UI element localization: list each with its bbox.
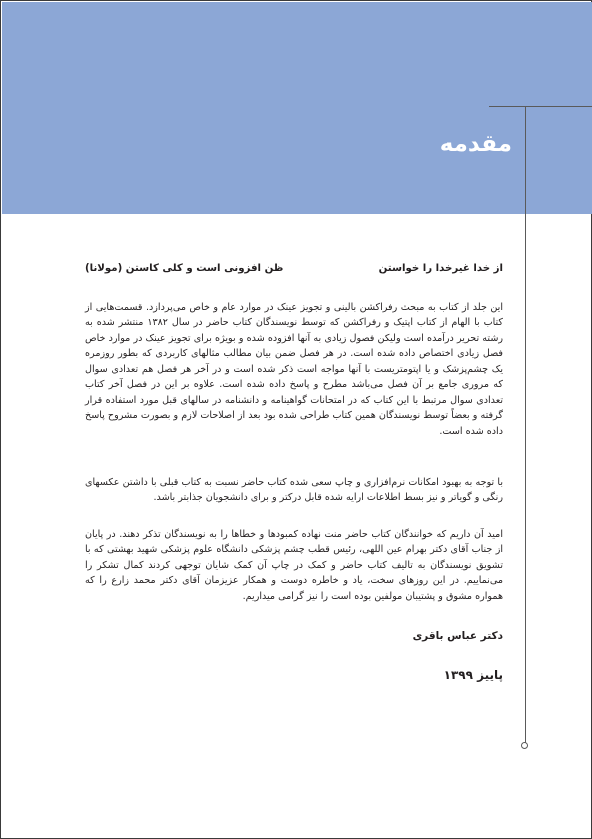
epigraph-second-hemistich: ظن افزونی است و کلی کاستن (مولانا) — [85, 263, 284, 274]
paragraph-2: با توجه به بهبود امکانات نرم‌افزاری و چاپ سعی شده کتاب حاضر نسبت به کتاب قبلی با داشتن عکسهای رنگی و گویاتر و نیز بسط اطلاعات ارایه شده قابل درکتر و برای دانشجویان جذابتر باشد. — [85, 476, 503, 503]
paragraph-1: این جلد از کتاب به مبحث رفراکشن بالینی و تجویز عینک در موارد عام و خاص می‌پردازد. قسمت‌هایی از کتاب با الهام از کتاب اپتیک و رفراکشن که توسط نویسندگان کتاب حاضر در سال ۱۳۸۲ منتشر شده به رشته تحریر درآمده است ولیکن فصول زیادی به آنها افزوده شده و بویژه برای تجویز عینک در موارد خاص فصل زیادی اختصاص داده شده است. در هر فصل ضمن بیان مطالب مثالهای کاربردی که بطور روزمره یک چشم‌پزشک و یا اپتومتریست با آنها مواجه است ذکر شده است و در آخر هر فصل هم تعدادی سوال که مروری جامع بر آن فصل می‌باشد مطرح و پاسخ داده شده است. علاوه بر این در فصل آخر کتاب تعدادی سوال مرتبط با این کتاب که در امتحانات گواهینامه و دانشنامه در سالهای قبل مورد استفاده قرار گرفته و بعضاً توسط نویسندگان همین کتاب طراحی شده بود بعد از اصلاحات لازم و بصورت مشروح پاسخ داده شده است. — [85, 301, 503, 437]
paragraph-3: امید آن داریم که خوانندگان کتاب حاضر منت نهاده کمبودها و خطاها را به نویسندگان تذکر دهند. در پایان از جناب آقای دکتر بهرام عین اللهی، رئیس قطب چشم پزشکی دانشگاه علوم پزشکی شهید بهشتی که با تشویق نویسندگان به تالیف کتاب حاضر و کمک در چاپ آن کمک شایان توجهی کردند کمال تشکر را می‌نماییم. در این روزهای سخت، یاد و خاطره دوست و همکار عزیزمان آقای دکتر محمد زارع را که همواره مشوق و پشتیبان مولفین بوده است را نیز گرامی میداریم. — [85, 528, 503, 602]
date-line: پاییز ۱۳۹۹ — [443, 668, 503, 682]
epigraph-first-hemistich: از خدا غیرخدا را خواستن — [378, 263, 503, 274]
epigraph — [85, 261, 503, 277]
decorative-rule-vertical — [525, 106, 526, 743]
preface-content — [85, 261, 503, 684]
page-title: مقدمه — [439, 131, 512, 157]
header-band — [2, 2, 592, 214]
decorative-rule-horizontal — [489, 106, 592, 107]
author-signature: دکتر عباس باقری — [412, 629, 503, 642]
decorative-rule-end-dot — [521, 742, 528, 749]
